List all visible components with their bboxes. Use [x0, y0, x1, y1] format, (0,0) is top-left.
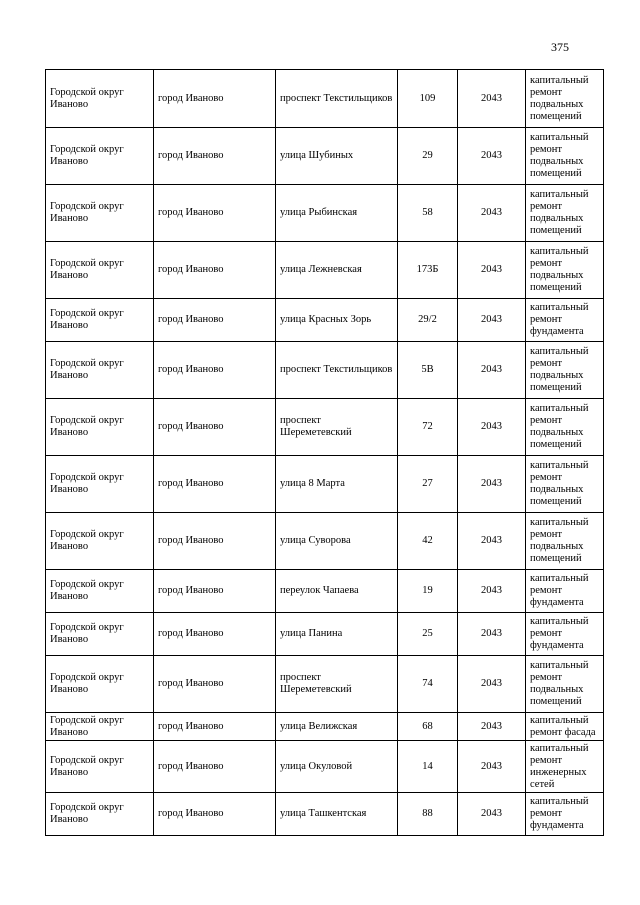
table-row [46, 399, 604, 456]
page-number: 375 [551, 40, 569, 54]
house-number-cell: 42 [398, 513, 458, 570]
settlement-cell: город Иваново [154, 741, 276, 793]
work-type-cell: капитальный ремонт инженерных сетей [526, 741, 604, 793]
municipality-cell: Городской округ Иваново [46, 513, 154, 570]
year-cell: 2043 [458, 570, 526, 613]
street-cell: улица Лежневская [276, 242, 398, 299]
house-number-cell: 68 [398, 713, 458, 741]
street-cell: переулок Чапаева [276, 570, 398, 613]
table-row [46, 185, 604, 242]
street-cell: улица Велижская [276, 713, 398, 741]
table-row [46, 242, 604, 299]
house-number-cell: 88 [398, 793, 458, 836]
settlement-cell: город Иваново [154, 713, 276, 741]
municipality-cell: Городской округ Иваново [46, 399, 154, 456]
municipality-cell: Городской округ Иваново [46, 656, 154, 713]
work-type-cell: капитальный ремонт подвальных помещений [526, 399, 604, 456]
work-type-cell: капитальный ремонт подвальных помещений [526, 185, 604, 242]
year-cell: 2043 [458, 399, 526, 456]
work-type-cell: капитальный ремонт подвальных помещений [526, 128, 604, 185]
street-cell: улица Шубиных [276, 128, 398, 185]
settlement-cell: город Иваново [154, 656, 276, 713]
municipality-cell: Городской округ Иваново [46, 128, 154, 185]
settlement-cell: город Иваново [154, 299, 276, 342]
municipality-cell: Городской округ Иваново [46, 741, 154, 793]
year-cell: 2043 [458, 656, 526, 713]
settlement-cell: город Иваново [154, 399, 276, 456]
year-cell: 2043 [458, 128, 526, 185]
table-row [46, 741, 604, 793]
table-row [46, 299, 604, 342]
municipality-cell: Городской округ Иваново [46, 242, 154, 299]
street-cell: улица Ташкентская [276, 793, 398, 836]
municipality-cell: Городской округ Иваново [46, 456, 154, 513]
work-type-cell: капитальный ремонт подвальных помещений [526, 456, 604, 513]
year-cell: 2043 [458, 70, 526, 128]
house-number-cell: 29/2 [398, 299, 458, 342]
year-cell: 2043 [458, 741, 526, 793]
street-cell: улица Окуловой [276, 741, 398, 793]
house-number-cell: 19 [398, 570, 458, 613]
settlement-cell: город Иваново [154, 70, 276, 128]
house-number-cell: 14 [398, 741, 458, 793]
municipality-cell: Городской округ Иваново [46, 342, 154, 399]
settlement-cell: город Иваново [154, 128, 276, 185]
table-row [46, 513, 604, 570]
street-cell: улица 8 Марта [276, 456, 398, 513]
work-type-cell: капитальный ремонт подвальных помещений [526, 342, 604, 399]
year-cell: 2043 [458, 185, 526, 242]
year-cell: 2043 [458, 456, 526, 513]
table-row [46, 570, 604, 613]
house-number-cell: 25 [398, 613, 458, 656]
work-type-cell: капитальный ремонт подвальных помещений [526, 513, 604, 570]
house-number-cell: 29 [398, 128, 458, 185]
work-type-cell: капитальный ремонт фундамента [526, 793, 604, 836]
street-cell: улица Красных Зорь [276, 299, 398, 342]
street-cell: проспект Шереметевский [276, 656, 398, 713]
house-number-cell: 27 [398, 456, 458, 513]
table-row [46, 793, 604, 836]
year-cell: 2043 [458, 513, 526, 570]
street-cell: улица Панина [276, 613, 398, 656]
house-number-cell: 5В [398, 342, 458, 399]
settlement-cell: город Иваново [154, 793, 276, 836]
municipality-cell: Городской округ Иваново [46, 713, 154, 741]
house-number-cell: 58 [398, 185, 458, 242]
house-number-cell: 109 [398, 70, 458, 128]
table-row [46, 342, 604, 399]
work-type-cell: капитальный ремонт фундамента [526, 299, 604, 342]
year-cell: 2043 [458, 342, 526, 399]
street-cell: проспект Шереметевский [276, 399, 398, 456]
work-type-cell: капитальный ремонт фасада [526, 713, 604, 741]
house-number-cell: 74 [398, 656, 458, 713]
street-cell: улица Рыбинская [276, 185, 398, 242]
house-number-cell: 72 [398, 399, 458, 456]
repair-schedule-table [45, 69, 604, 836]
municipality-cell: Городской округ Иваново [46, 613, 154, 656]
work-type-cell: капитальный ремонт подвальных помещений [526, 242, 604, 299]
table-row [46, 713, 604, 741]
settlement-cell: город Иваново [154, 456, 276, 513]
year-cell: 2043 [458, 613, 526, 656]
settlement-cell: город Иваново [154, 185, 276, 242]
work-type-cell: капитальный ремонт подвальных помещений [526, 656, 604, 713]
settlement-cell: город Иваново [154, 613, 276, 656]
table-row [46, 613, 604, 656]
table-row [46, 656, 604, 713]
street-cell: проспект Текстильщиков [276, 70, 398, 128]
street-cell: проспект Текстильщиков [276, 342, 398, 399]
settlement-cell: город Иваново [154, 242, 276, 299]
table-row [46, 456, 604, 513]
year-cell: 2043 [458, 242, 526, 299]
settlement-cell: город Иваново [154, 342, 276, 399]
municipality-cell: Городской округ Иваново [46, 299, 154, 342]
work-type-cell: капитальный ремонт фундамента [526, 613, 604, 656]
settlement-cell: город Иваново [154, 570, 276, 613]
municipality-cell: Городской округ Иваново [46, 70, 154, 128]
municipality-cell: Городской округ Иваново [46, 793, 154, 836]
work-type-cell: капитальный ремонт фундамента [526, 570, 604, 613]
municipality-cell: Городской округ Иваново [46, 570, 154, 613]
street-cell: улица Суворова [276, 513, 398, 570]
house-number-cell: 173Б [398, 242, 458, 299]
settlement-cell: город Иваново [154, 513, 276, 570]
year-cell: 2043 [458, 299, 526, 342]
year-cell: 2043 [458, 713, 526, 741]
table-row [46, 128, 604, 185]
table-row [46, 70, 604, 128]
year-cell: 2043 [458, 793, 526, 836]
work-type-cell: капитальный ремонт подвальных помещений [526, 70, 604, 128]
municipality-cell: Городской округ Иваново [46, 185, 154, 242]
